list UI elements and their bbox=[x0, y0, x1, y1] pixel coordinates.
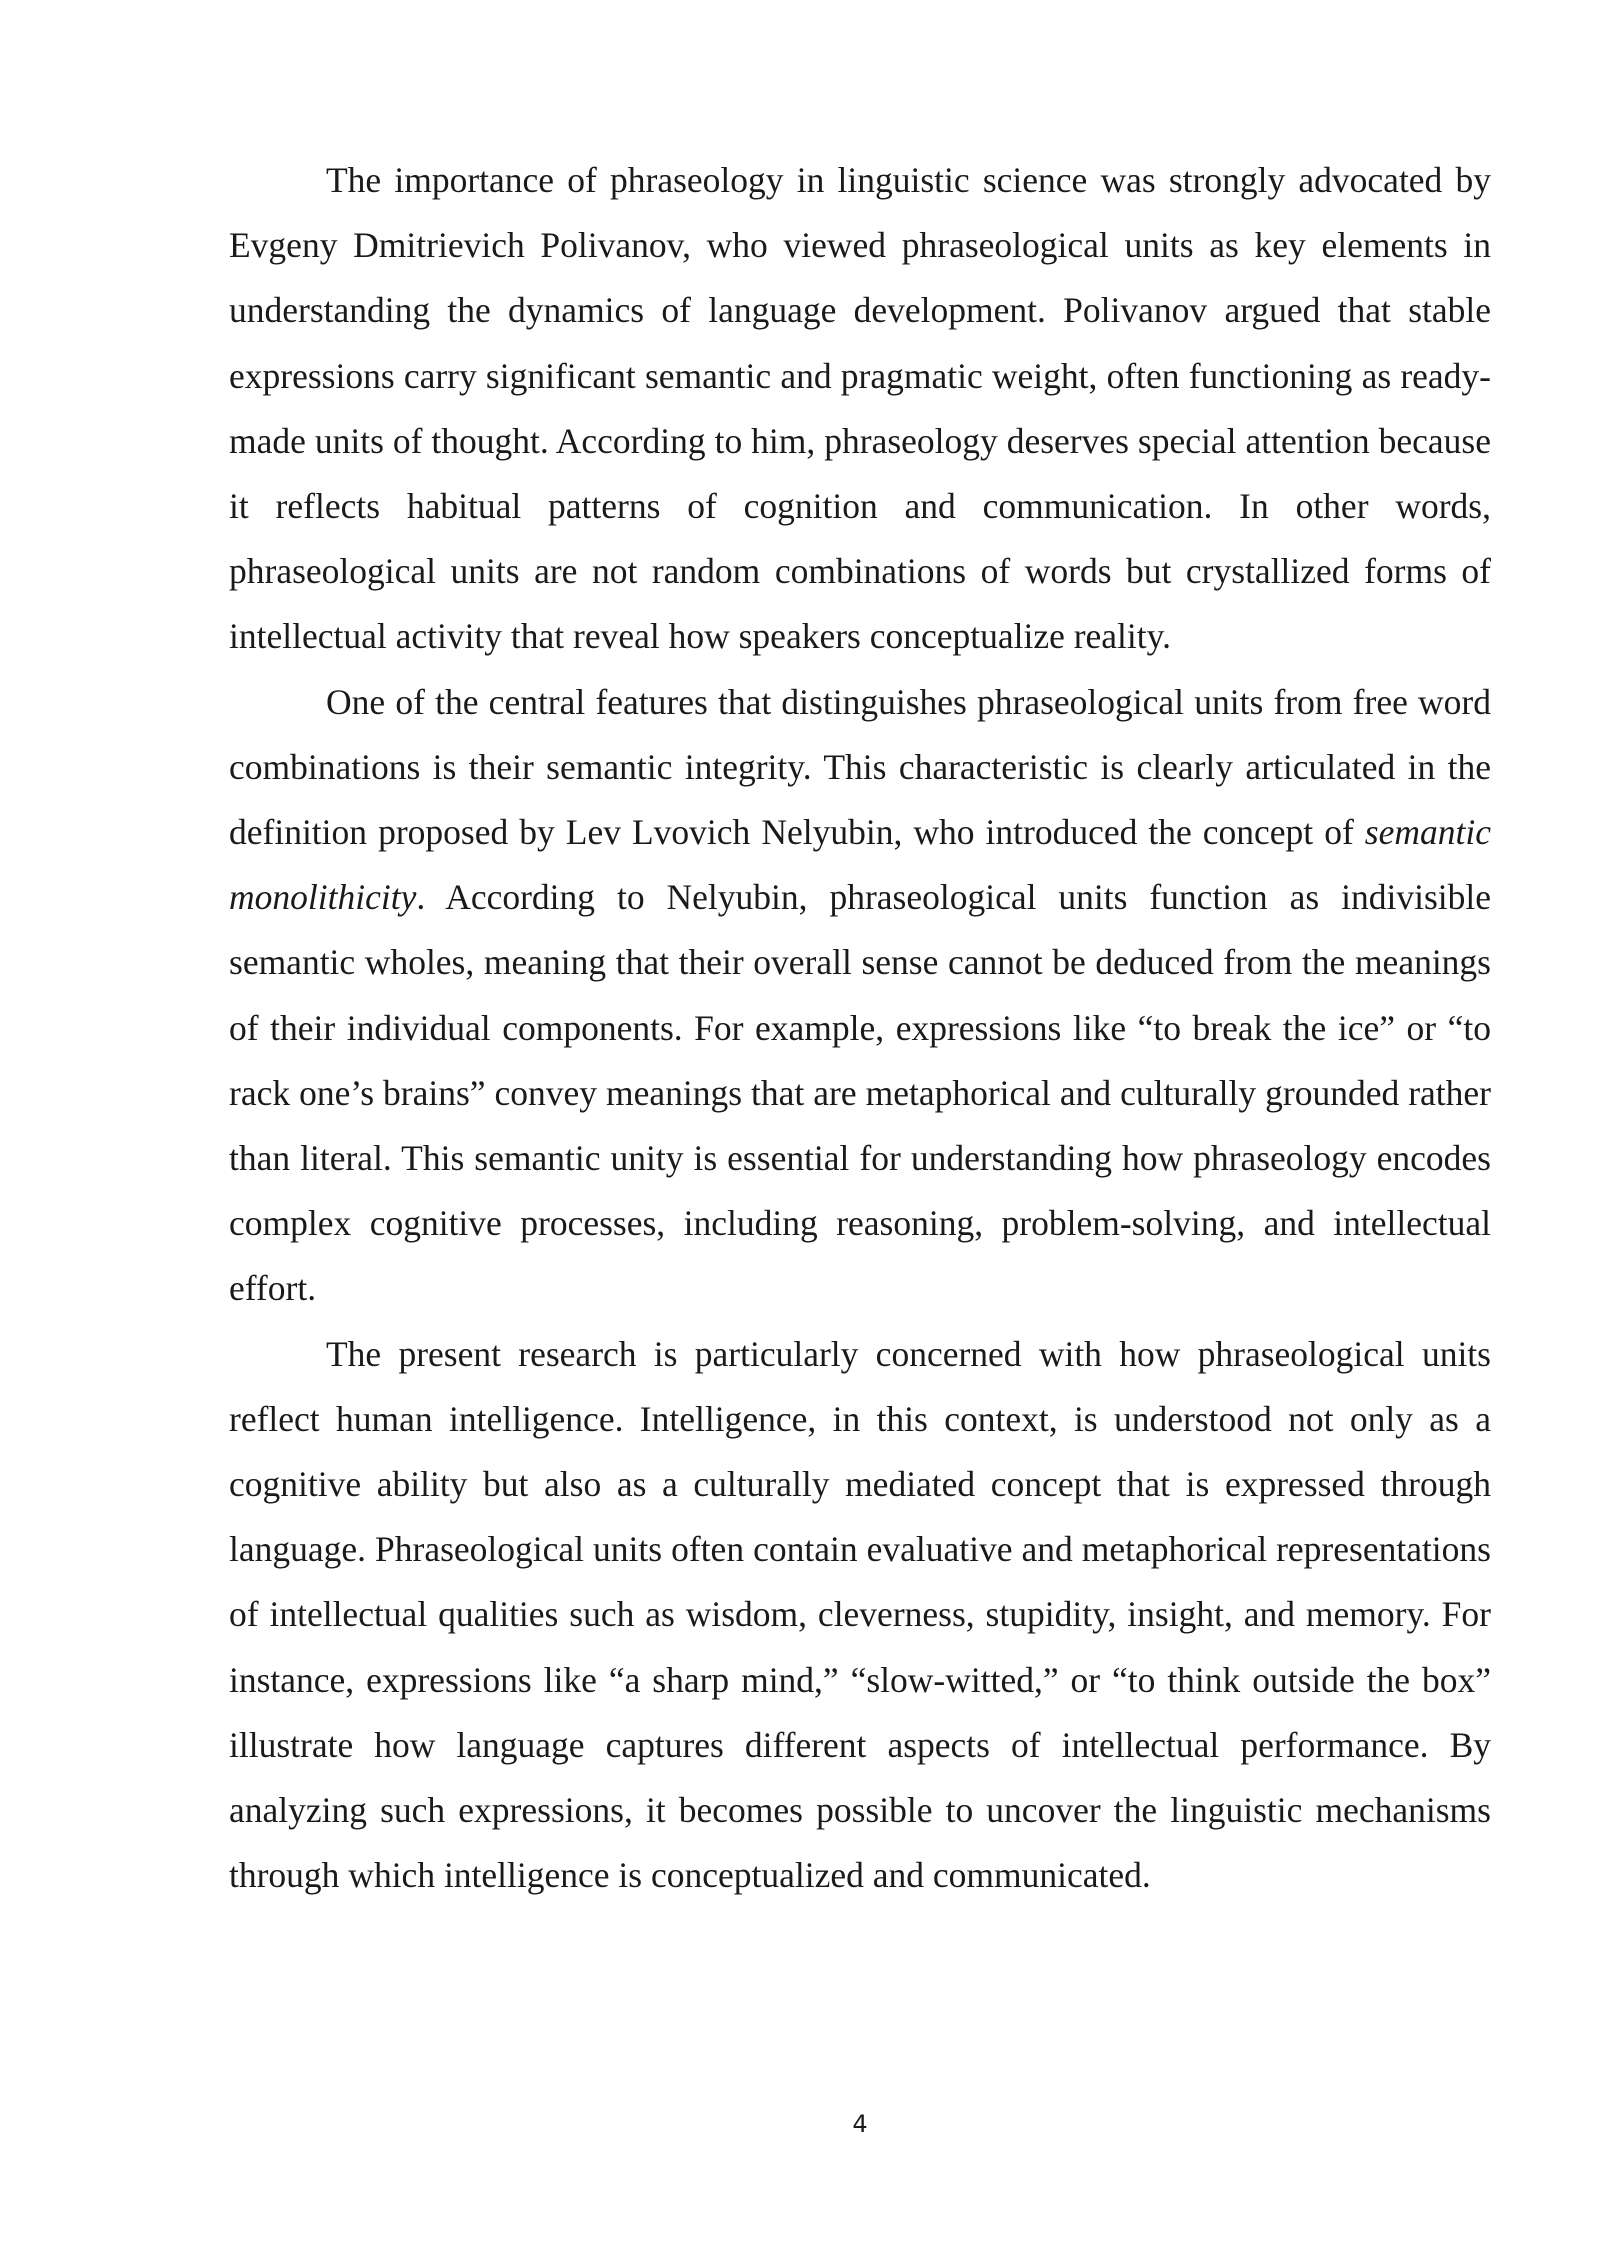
paragraph-nelyubin bbox=[229, 670, 1491, 1322]
paragraph-intelligence: The present research is particularly concerned with how phraseological units reflect human intelligence. Intelligence, in this context, is understood not only as a cognitive ability but also as a culturally mediated concept that is expressed through language. Phraseological units often contain evaluative and metaphorical representations of intellectual qualities such as wisdom, cleverness, stupidity, insight, and memory. For instance, expressions like “a sharp mind,” “slow-witted,” or “to think outside the box” illustrate how language captures different aspects of intellectual performance. By analyzing such expressions, it becomes possible to uncover the linguistic mechanisms through which intelligence is conceptualized and communicated. bbox=[229, 1333, 1491, 1896]
paragraph-nelyubin-lead: One of the central features that distinguishes phraseological units from free word combinations is their semantic integrity. This characteristic is clearly articulated in the definition proposed by Lev Lvovich Nelyubin, who introduced the concept of bbox=[229, 681, 1491, 853]
page-number: 4 bbox=[852, 2110, 868, 2138]
semantic-monolithicity-term: semantic monolithicity bbox=[229, 812, 1491, 918]
body-text bbox=[229, 148, 1491, 1908]
paragraph-polivanov: The importance of phraseology in linguistic science was strongly advocated by Evgeny Dmitrievich Polivanov, who viewed phraseological units as key elements in understanding the dynamics of language development. Polivanov argued that stable expressions carry significant semantic and pragmatic weight, often functioning as ready-made units of thought. According to him, phraseology deserves special attention because it reflects habitual patterns of cognition and communication. In other words, phraseological units are not random combinations of words but crystallized forms of intellectual activity that reveal how speakers conceptualize reality. bbox=[229, 160, 1491, 657]
paragraph-nelyubin-rest: . According to Nelyubin, phraseological units function as indivisible semantic wholes, meaning that their overall sense cannot be deduced from the meanings of their individual components. For example, expressions like “to break the ice” or “to rack one’s brains” convey meanings that are metaphorical and culturally grounded rather than literal. This semantic unity is essential for understanding how phraseology encodes complex cognitive processes, including reasoning, problem-solving, and intellectual effort. bbox=[229, 877, 1491, 1309]
